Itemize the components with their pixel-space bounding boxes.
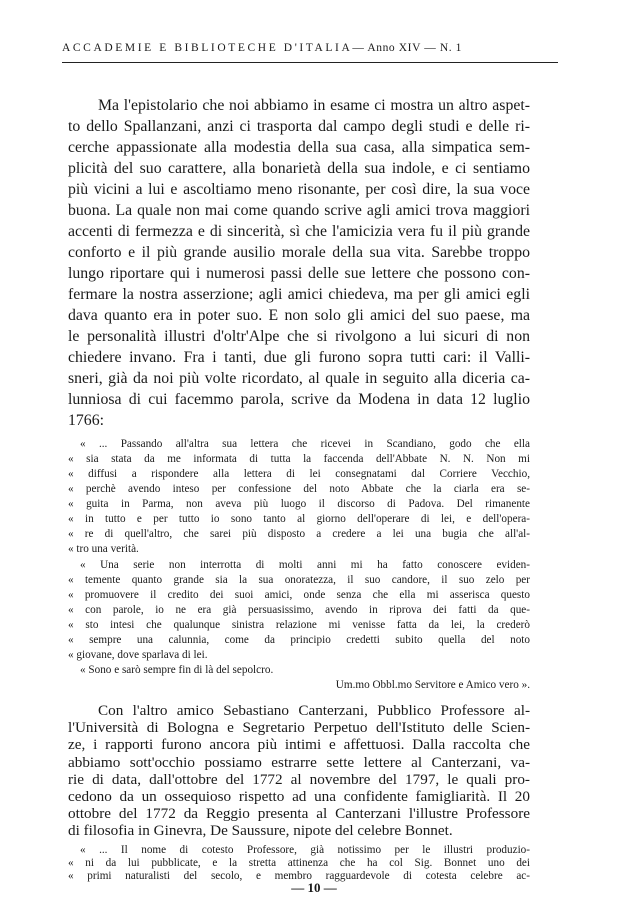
quote-line: « giovane, dove sparlava di lei. [68, 649, 208, 661]
quote-line: « ni da lui pubblicate, e la stretta attinenza che ha col Sig. Bonnet uno dei [68, 857, 530, 869]
paragraph-line: di filosofia in Ginevra, De Saussure, nipote del celebre Bonnet. [68, 822, 453, 839]
quote-line: « sempre una calunnia, come da principio credetti subito quella del noto [68, 634, 530, 646]
quote-line: « perchè avendo inteso per confessione del noto Abbate che la ciarla era se- [68, 483, 530, 495]
journal-title: ACCADEMIE E BIBLIOTECHE D'ITALIA [62, 42, 353, 54]
paragraph-line: sneri, già da noi più volte ricordato, al quale in seguito alla diceria ca- [68, 370, 530, 387]
paragraph-line: Ma l'epistolario che noi abbiamo in esame ci mostra un altro aspet- [98, 97, 530, 114]
paragraph-line: Con l'altro amico Sebastiano Canterzani, Pubblico Professore al- [98, 702, 530, 719]
quote-line: « ... Il nome di cotesto Professore, già notissimo per le illustri produzio- [80, 844, 530, 856]
paragraph-line: ottobre del 1772 da Reggio presenta al Canterzani l'illustre Professore [68, 805, 530, 822]
page-number: — 10 — [291, 880, 337, 895]
paragraph-line: to dello Spallanzani, anzi ci trasporta dal campo degli studi e delle ri- [68, 118, 530, 135]
paragraph-line: buona. La quale non mai come quando scrive agli amici trova maggiori [68, 202, 530, 219]
quote-line: « promuovere il credito dei suoi amici, onde senza che ella mi asserisca questo [68, 589, 530, 601]
paragraph-line: lunniosa di cui facemmo parola, scrive da Modena in data 12 luglio [68, 391, 530, 408]
paragraph-line: più vicini a lui e ascoltiamo meno risonante, per così dire, la sua voce [68, 181, 530, 198]
quote-line: « primi naturalisti del secolo, e membro ragguardevole di cotesta celebre ac- [68, 870, 530, 882]
running-header [62, 42, 562, 58]
quote-line: « temente quanto grande sia la sua onoratezza, il suo candore, il suo zelo per [68, 574, 530, 586]
paragraph-line: fermare la nostra asserzione; agli amici chiedeva, ma per gli amici egli [68, 286, 530, 303]
quote-line: « Una serie non interrotta di molti anni mi ha fatto conoscere eviden- [80, 559, 530, 571]
paragraph-line: dava quanto era in poter suo. E non solo gli amici del suo paese, ma [68, 307, 530, 324]
quote-line: « con parole, io ne era già persuasissimo, avendo in riprova dei fatti da que- [68, 604, 530, 616]
paragraph-line: rie di data, dall'ottobre del 1772 al novembre del 1797, le quali pro- [68, 771, 530, 788]
header-rule [62, 62, 558, 63]
paragraph-line: cerche appassionate alla modestia della sua casa, alla simpatica sem- [68, 139, 530, 156]
quote-line: « guita in Parma, non aveva più luogo il discorso di Padova. Del rimanente [68, 498, 530, 510]
quote-line: « sia stata da me informata di tutta la faccenda dell'Abbate N. N. Non mi [68, 453, 530, 465]
letter-signature: Um.mo Obbl.mo Servitore e Amico vero ». [335, 679, 530, 691]
paragraph-line: lungo riportare qui i numerosi passi delle sue lettere che possono con- [68, 265, 530, 282]
quote-line: « in tutto e per tutto io sono tanto al giorno dell'operare di lei, e dell'opera- [68, 513, 530, 525]
paragraph-line: abbiamo sott'occhio possiamo estrarre sette lettere al Canterzani, va- [68, 754, 530, 771]
issue-info: — Anno XIV — N. 1 [352, 42, 463, 54]
paragraph-line: ze, i rapporti furono ancora più intimi e affettuosi. Dalla raccolta che [68, 736, 530, 753]
quote-line: « ... Passando all'altra sua lettera che ricevei in Scandiano, godo che ella [80, 438, 530, 450]
quote-line: « sto intesi che qualunque sinistra relazione mi venisse fatta da lei, la crederò [68, 619, 530, 631]
quote-line: « diffusi a rispondere alla lettera di lei consegnatami dal Corriere Vecchio, [68, 468, 530, 480]
paragraph-line: l'Università di Bologna e Segretario Perpetuo dell'Istituto delle Scien- [68, 719, 530, 736]
quote-line: « tro una verità. [68, 543, 139, 555]
paragraph-line: chiedere invano. Fra i tanti, due gli furono sopra tutti cari: il Valli- [68, 349, 530, 366]
quote-line: « Sono e sarò sempre fin di là del sepolcro. [80, 664, 274, 676]
paragraph-line: conforto e il più grande ausilio morale della sua vita. Sarebbe troppo [68, 244, 530, 261]
paragraph-line: accenti di fermezza e di sincerità, sì che l'amicizia vera fu il più grande [68, 223, 530, 240]
paragraph-line: cedono da un ossequioso rispetto ad una confidente famigliarità. Il 20 [68, 788, 530, 805]
quote-line: « re di quell'altro, che sarei più disposto a credere a lei una bugia che all'al- [68, 528, 530, 540]
paragraph-line: 1766: [68, 412, 104, 429]
paragraph-line: le personalità illustri d'oltr'Alpe che si rivolgono a lui sicuri di non [68, 328, 530, 345]
paragraph-line: plicità del suo carattere, alla bonarietà della sua indole, e ci sentiamo [68, 160, 530, 177]
